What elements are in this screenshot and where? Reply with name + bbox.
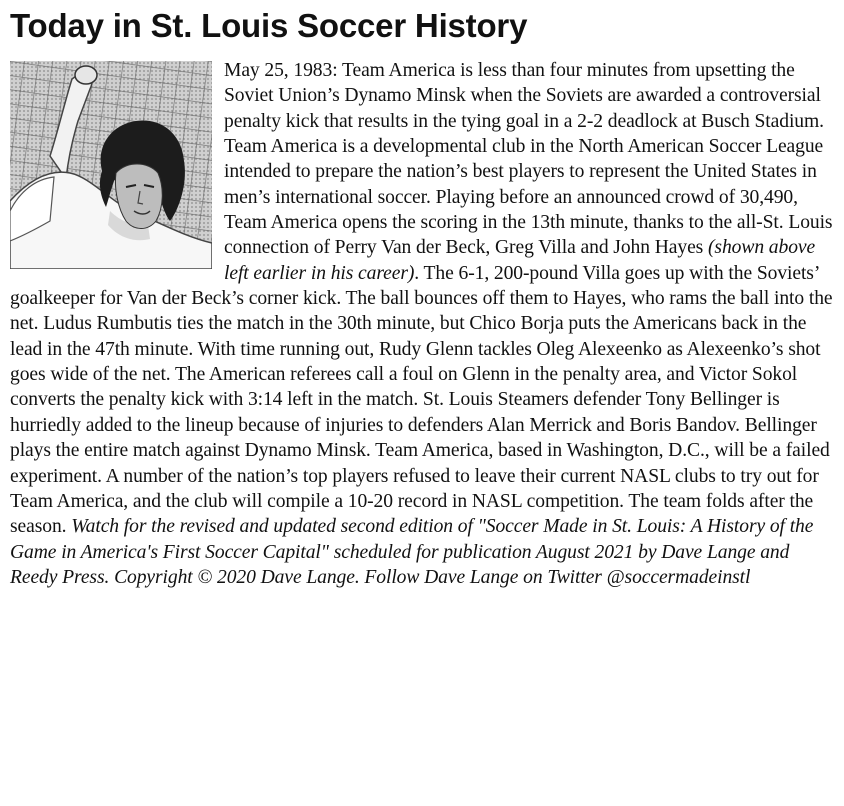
article-text: May 25, 1983: Team America is less than four minutes from upsetting the Soviet Union’s Dynamo Minsk when the Soviets are awarded a controversial penalty kick that results in the tying goal in a 2-2 deadlock at Busch Stadium. Team America is a developmental club in the North American Soccer League intended to prepare the nation’s best players to represent the United States in men’s international soccer. Playing before an announced crowd of 30,490, Team America opens the scoring in the 13th minute, thanks to the all-St. Louis connection of Perry Van der Beck, Greg Villa and John Hayes [224, 60, 833, 259]
player-photo [10, 61, 212, 269]
page-title: Today in St. Louis Soccer History [10, 7, 528, 44]
photo-caption: (shown above left earlier in his career) [224, 237, 816, 284]
article-text-continued: . The 6-1, 200-pound Villa goes up with the Soviets’ goalkeeper for Van der Beck’s corner kick. The ball bounces off them to Hayes, who rams the ball into the net. Ludus Rumbutis ties the match in the 30th minute, but Chico Borja puts the Americans back in the lead in the 47th minute. With time running out, Rudy Glenn tackles Oleg Alexeenko as Alexeenko’s shot goes wide of the net. The American referees call a foul on Glenn in the penalty area, and Victor Sokol converts the penalty kick with 3:14 left in the match. St. Louis Steamers defender Tony Bellinger is hurriedly added to the lineup because of injuries to defenders Alan Merrick and Boris Bandov. Bellinger plays the entire match against Dynamo Minsk. Team America, based in Washington, D.C., will be a failed experiment. A number of the nation’s top players refused to leave their current NASL clubs to try out for Team America, and the club will compile a 10-20 record in NASL competition. The team folds after the season. [10, 262, 833, 538]
book-promo: Watch for the revised and updated second edition of "Soccer Made in St. Louis: A History of the Game in America's First Soccer Capital" scheduled for publication August 2021 by Dave Lange and Reedy Press. Copyright © 2020 Dave Lange. Follow Dave Lange on Twitter @soccermadeinstl [10, 516, 814, 588]
article-body [10, 58, 834, 590]
